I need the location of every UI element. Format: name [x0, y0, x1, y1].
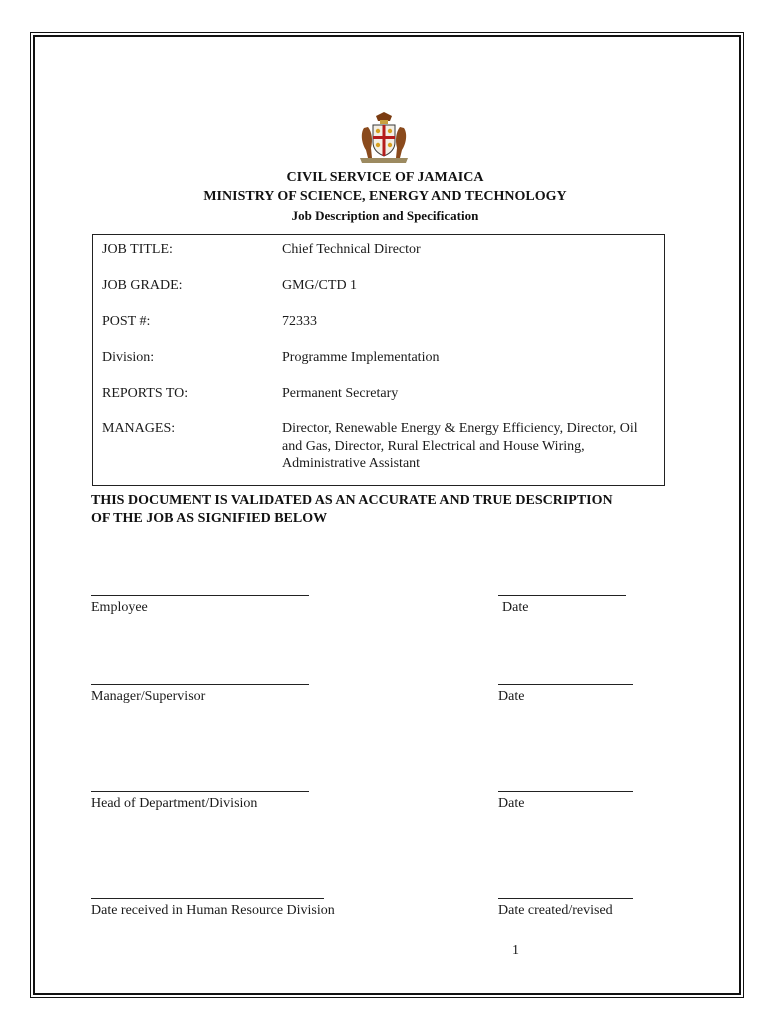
document-title: Job Description and Specification — [291, 208, 479, 223]
job-title-label: JOB TITLE: — [102, 242, 173, 257]
head-signature-line — [91, 791, 309, 792]
manager-date-caption: Date — [498, 689, 525, 704]
manager-signature-line — [91, 684, 309, 685]
manager-caption: Manager/Supervisor — [91, 689, 206, 704]
organization-title: CIVIL SERVICE OF JAMAICA — [286, 170, 484, 185]
hr-received-caption: Date received in Human Resource Division — [91, 903, 335, 918]
ministry-title: MINISTRY OF SCIENCE, ENERGY AND TECHNOLOGY — [203, 189, 567, 204]
job-grade-value: GMG/CTD 1 — [282, 278, 358, 293]
manages-value: Director, Renewable Energy & Energy Efficiency, Director, Oil and Gas, Director, Rural Electrical and House Wiring, Administrative Assistant — [282, 421, 638, 471]
employee-caption: Employee — [91, 600, 148, 615]
employee-date-caption: Date — [502, 600, 529, 615]
head-date-caption: Date — [498, 796, 525, 811]
manager-date-line — [498, 684, 633, 685]
validation-line-2: OF THE JOB AS SIGNIFIED BELOW — [91, 511, 328, 526]
division-label: Division: — [102, 350, 155, 365]
post-number-value: 72333 — [282, 314, 317, 329]
page-number: 1 — [512, 943, 519, 958]
post-number-label: POST #: — [102, 314, 151, 329]
manages-label: MANAGES: — [102, 421, 176, 436]
job-title-value: Chief Technical Director — [282, 242, 421, 257]
created-date-caption: Date created/revised — [498, 903, 613, 918]
employee-signature-line — [91, 595, 309, 596]
validation-statement — [91, 492, 691, 528]
validation-line-1: THIS DOCUMENT IS VALIDATED AS AN ACCURATE AND TRUE DESCRIPTION — [91, 493, 613, 508]
head-caption: Head of Department/Division — [91, 796, 258, 811]
created-date-line — [498, 898, 633, 899]
hr-received-line — [91, 898, 324, 899]
job-info-table — [92, 234, 665, 486]
reports-to-label: REPORTS TO: — [102, 386, 189, 401]
head-date-line — [498, 791, 633, 792]
division-value: Programme Implementation — [282, 350, 440, 365]
coat-of-arms-icon — [356, 112, 412, 164]
reports-to-value: Permanent Secretary — [282, 386, 399, 401]
job-grade-label: JOB GRADE: — [102, 278, 183, 293]
employee-date-line — [498, 595, 626, 596]
